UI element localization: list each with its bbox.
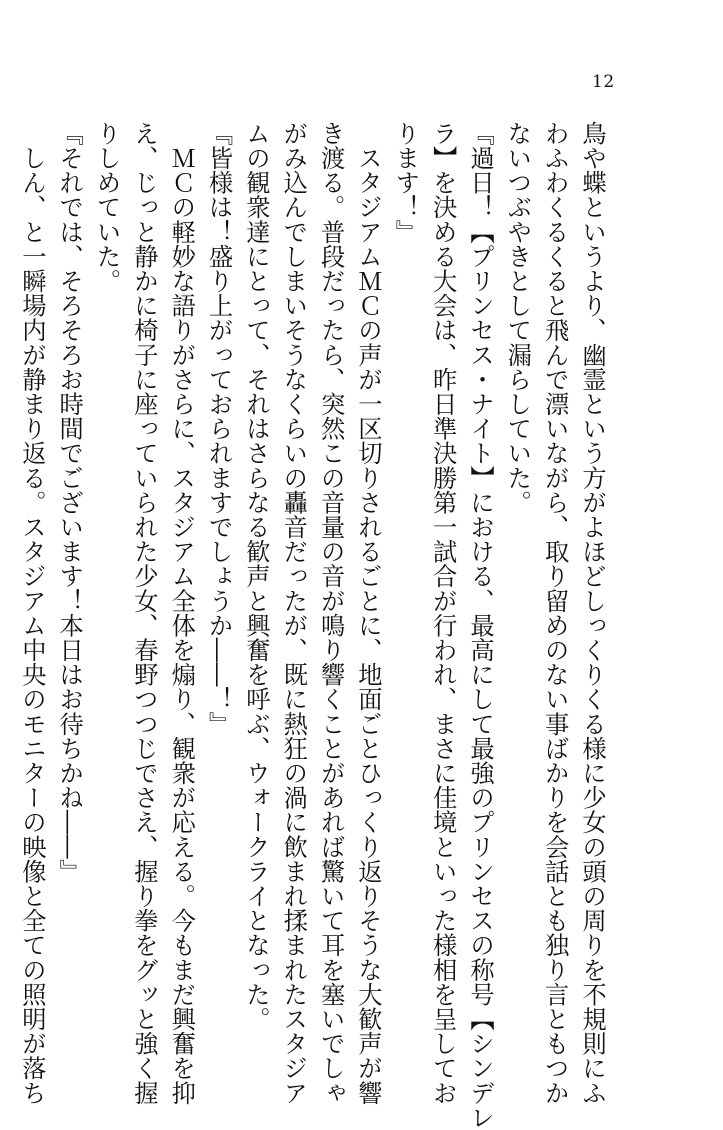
text-line: き渡る。普段だったら、突然この音量の音が鳴り響くことがあれば驚いて耳を塞いでしゃ xyxy=(316,121,346,1105)
text-line: 『皆様は！盛り上がっておられますでしょうか――！』 xyxy=(204,121,234,736)
text-line: ないつぶやきとして漏らしていた。 xyxy=(503,121,533,515)
text-line: がみ込んでしまいそうなくらいの轟音だったが、既に熱狂の渦に飲まれ揉まれたスタジア xyxy=(279,121,309,1105)
text-line: ります！』 xyxy=(391,121,421,244)
text-line: ＭＣの軽妙な語りがさらに、スタジアム全体を煽り、観衆が応える。今もまだ興奮を抑 xyxy=(167,121,197,1105)
text-line: ラ】を決める大会は、昨日準決勝第一試合が行われ、まさに佳境といった様相を呈してお xyxy=(428,121,458,1105)
text-line: しん、と一瞬場内が静まり返る。スタジアム中央のモニターの映像と全ての照明が落ち xyxy=(17,121,47,1105)
text-line: わふわくるくると飛んで漂いながら、取り留めのない事ばかりを会話とも独り言ともつか xyxy=(540,121,570,1105)
text-line: 鳥や蝶というより、幽霊という方がよほどしっくりくる様に少女の頭の周りを不規則にふ xyxy=(578,121,607,1105)
text-line: ムの観衆達にとって、それはさらなる歓声と興奮を呼ぶ、ウォークライとなった。 xyxy=(241,121,271,1032)
text-line: え、じっと静かに椅子に座っていられた少女、春野つつじでさえ、握り拳をグッと強く握 xyxy=(129,121,159,1105)
page-number: 12 xyxy=(592,72,615,92)
vertical-text-block xyxy=(14,121,612,1130)
text-line: りしめていた。 xyxy=(92,121,122,294)
text-line: 『過日！【プリンセス・ナイト】における、最高にして最強のプリンセスの称号【シンデレ xyxy=(465,121,495,1130)
text-line: スタジアムＭＣの声が一区切りされるごとに、地面ごとひっくり返りそうな大歓声が響 xyxy=(353,121,383,1105)
text-line: 『それでは、そろそろお時間でございます！本日はお待ちかね――』 xyxy=(55,121,85,884)
